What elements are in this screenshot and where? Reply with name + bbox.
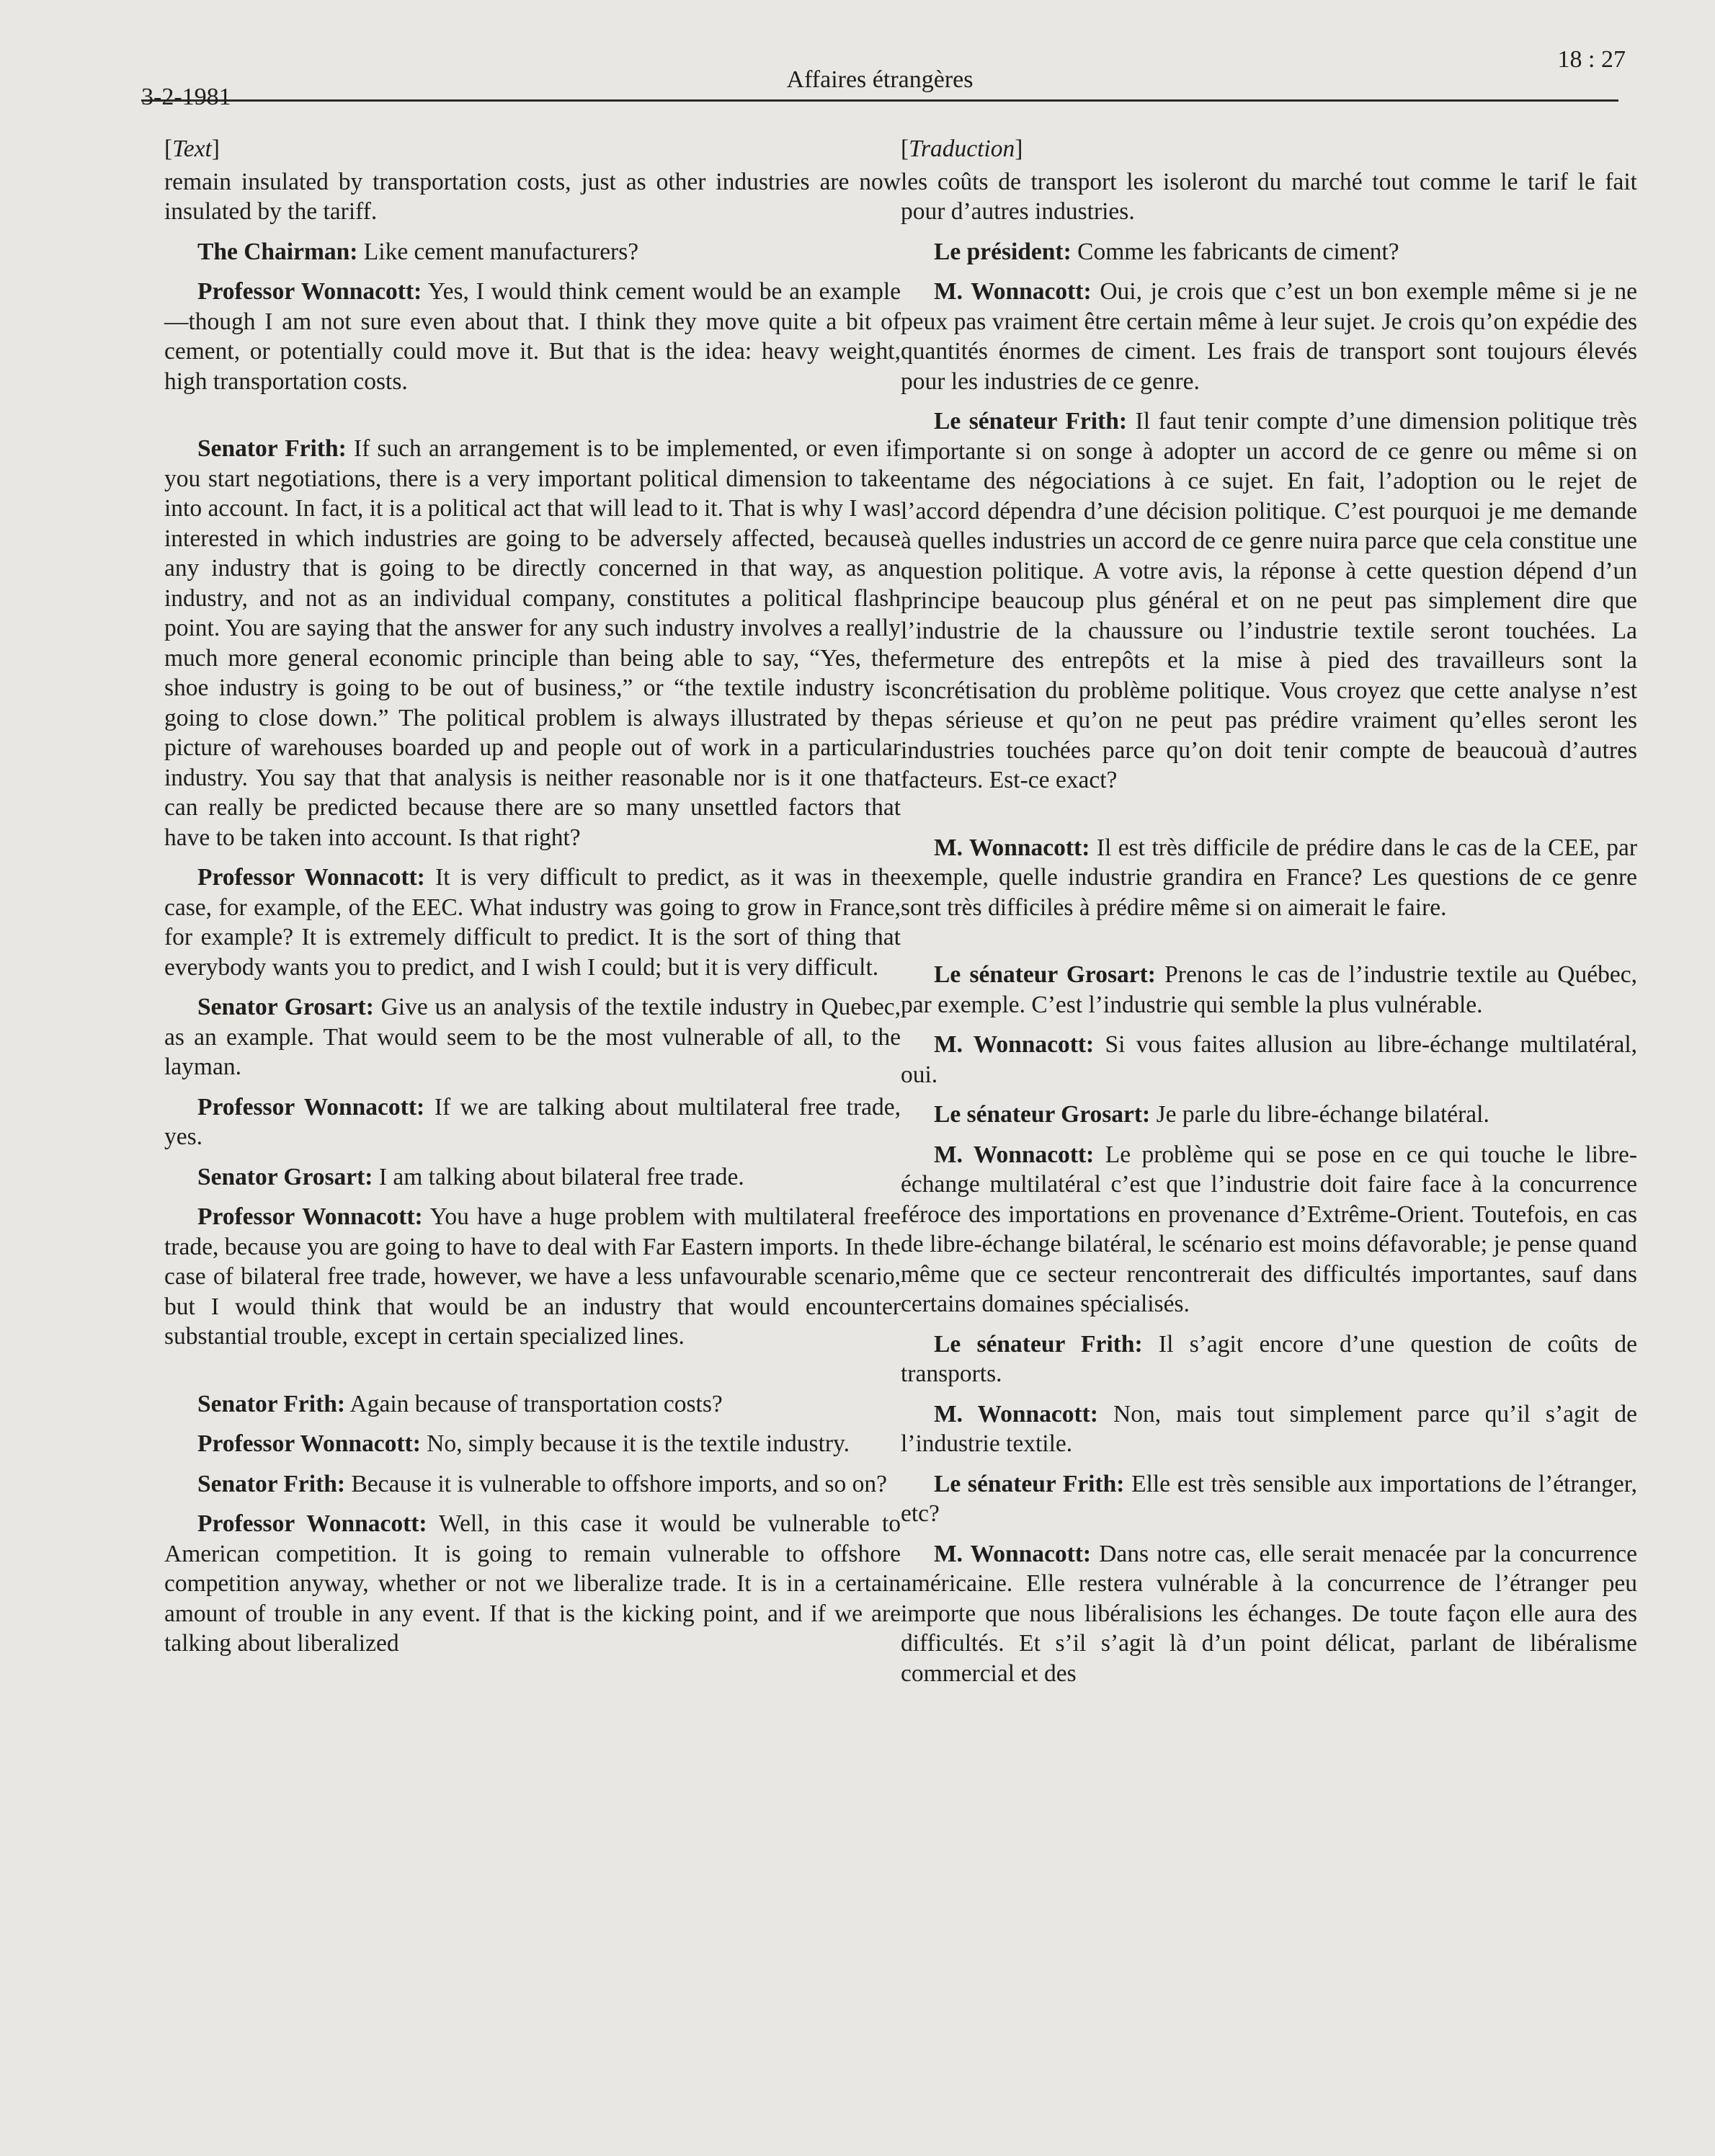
paragraph-text: If such an arrangement is to be implemented, or even if you start negotiations, there is a very important political dimension to take into account. In fact, it is a political act that will lead to it. That is why I was interested in which industries are going to be adversely affected, because any industry that is going to be directly concerned in that way, as an industry, and not as an individual company, constitutes a political flash point. You are saying that the answer for any such industry involves a really much more general economic principle than being able to say, “Yes, the shoe industry is going to be out of business,” or “the textile industry is going to close down.” The political problem is always illustrated by the picture of warehouses boarded up and people out of work in a particular industry. You say that that analysis is neither reasonable nor is it one that can really be predicted because there are so many unsettled factors that have to be taken into account. Is that right? [164, 435, 901, 851]
paragraph-text: You have a huge problem with multilateral free trade, because you are going to have to deal with Far Eastern imports. In the case of bilateral free trade, however, we have a less unfavourable scenario, but I would think that would be an industry that would encounter substantial trouble, except in certain specialized lines. [164, 1203, 901, 1350]
speaker-name: Professor Wonnacott: [197, 1093, 425, 1121]
paragraph-text: Dans notre cas, elle serait menacée par la concurrence américaine. Elle restera vulnérable à la concurrence de l’étranger peu importe que nous libéralisions les échanges. De toute façon elle aura des difficultés. Et s’il s’agit là d’un point délicat, parlant de libéralisme commercial et des [901, 1540, 1637, 1687]
paragraph [164, 434, 901, 852]
speaker-name: Professor Wonnacott: [197, 1510, 427, 1537]
paragraph-text: Again because of transportation costs? [345, 1390, 723, 1417]
header-page-number: 18 : 27 [1557, 46, 1626, 73]
paragraph-text: Il s’agit encore d’une question de coûts de transports. [901, 1330, 1637, 1387]
speaker-name: M. Wonnacott: [934, 278, 1092, 305]
paragraph-text: Il faut tenir compte d’une dimension politique très importante si on songe à adopter un accord de ce genre ou même si on entame des négociations à ce sujet. En fait, l’adoption ou le rejet de l’accord dépendra d’une décision politique. C’est pourquoi je me demande à quelles industries un accord de ce genre nuira parce que cela constitue une question politique. A votre avis, la réponse à cette question dépend d’un principe beaucoup plus général et on ne peut pas simplement dire que l’industrie de la chaussure ou l’industrie textile seront touchées. La fermeture des entrepôts et la mise à pied des travailleurs sont la concrétisation du problème politique. Vous croyez que cette analyse n’est pas sérieuse et qu’on ne peut pas prédire vraiment qu’elles seront les industries touchées parce qu’on doit tenir compte de beaucouà d’autres facteurs. Est-ce exact? [901, 408, 1637, 793]
speaker-name: Le sénateur Grosart: [934, 1101, 1151, 1128]
header-date: 3-2-1981 [141, 84, 231, 110]
paragraph-text: Prenons le cas de l’industrie textile au Québec, par exemple. C’est l’industrie qui semble la plus vulnérable. [901, 961, 1637, 1018]
speaker-name: M. Wonnacott: [934, 1400, 1098, 1427]
paragraph [901, 277, 1637, 396]
paragraph-text: les coûts de transport les isoleront du marché tout comme le tarif le fait pour d’autres industries. [901, 168, 1637, 225]
speaker-name: Le sénateur Grosart: [934, 961, 1156, 988]
paragraph [164, 1389, 901, 1420]
paragraph-text: It is very difficult to predict, as it was in the case, for example, of the EEC. What industry was going to grow in France, for example? It is extremely difficult to predict. It is the sort of thing that everybody wants you to predict, and I wish I could; but it is very difficult. [164, 864, 901, 981]
paragraph-text: Like cement manufacturers? [357, 238, 639, 265]
paragraph-text: Si vous faites allusion au libre-échange multilatéral, oui. [901, 1031, 1638, 1088]
paragraph-text: Je parle du libre-échange bilatéral. [1150, 1101, 1489, 1128]
paragraph [901, 1140, 1637, 1319]
speaker-name: Senator Grosart: [197, 1163, 373, 1190]
speaker-name: Professor Wonnacott: [197, 1203, 423, 1230]
paragraph [901, 1399, 1637, 1459]
paragraph-text: Comme les fabricants de ciment? [1071, 238, 1399, 265]
paragraph-text: Yes, I would think cement would be an example—though I am not sure even about that. I think they move quite a bit of cement, or potentially could move it. But that is the idea: heavy weight, high transportation costs. [164, 278, 901, 395]
speaker-name: Senator Frith: [197, 1390, 346, 1417]
paragraph-text: Well, in this case it would be vulnerable to American competition. It is going to remain vulnerable to offshore competition anyway, whether or not we liberalize trade. It is in a certain amount of trouble in any event. If that is the kicking point, and if we are talking about liberalized [164, 1510, 901, 1657]
speaker-name: Le président: [934, 238, 1072, 265]
paragraph [164, 237, 901, 267]
speaker-name: Professor Wonnacott: [197, 1430, 421, 1457]
paragraph-text: Because it is vulnerable to offshore imports, and so on? [345, 1470, 888, 1497]
column-tag-label: Traduction [909, 135, 1015, 162]
speaker-name: Le sénateur Frith: [934, 408, 1128, 435]
paragraph [164, 1162, 901, 1193]
paragraph [901, 833, 1637, 923]
speaker-name: Senator Frith: [197, 435, 347, 462]
header-title: Affaires étrangères [786, 66, 974, 93]
paragraph [901, 960, 1637, 1020]
speaker-name: M. Wonnacott: [934, 1540, 1092, 1567]
paragraph [164, 277, 901, 396]
paragraph [901, 167, 1637, 227]
paragraph [901, 406, 1637, 796]
paragraph [901, 1030, 1637, 1090]
french-column [901, 134, 1637, 1698]
column-tag: [Traduction] [901, 135, 1023, 162]
speaker-name: M. Wonnacott: [934, 1031, 1095, 1058]
paragraph [901, 1329, 1637, 1389]
paragraph [164, 1509, 901, 1659]
paragraph [901, 1539, 1637, 1689]
column-tag: [Text] [164, 135, 220, 162]
paragraph [901, 1469, 1637, 1529]
speaker-name: The Chairman: [197, 238, 358, 265]
paragraph [164, 1202, 901, 1352]
paragraph-text: Elle est très sensible aux importations de l’étranger, etc? [901, 1470, 1637, 1527]
paragraph-text: Non, mais tout simplement parce qu’il s’agit de l’industrie textile. [901, 1400, 1638, 1457]
speaker-name: Senator Frith: [197, 1470, 346, 1497]
paragraph-text: Il est très difficile de prédire dans le cas de la CEE, par exemple, quelle industrie grandira en France? Les questions de ce genre sont très difficiles à prédire même si on aimerait le faire. [901, 834, 1637, 921]
paragraph-text: Give us an analysis of the textile industry in Quebec, as an example. That would seem to be the most vulnerable of all, to the layman. [164, 994, 901, 1080]
page-header [141, 46, 1626, 110]
paragraph [901, 237, 1637, 267]
speaker-name: Professor Wonnacott: [197, 278, 422, 305]
paragraph-text: Le problème qui se pose en ce qui touche le libre-échange multilatéral c’est que l’industrie doit faire face à la concurrence féroce des importations en provenance d’Extrême-Orient. Toutefois, en cas de libre-échange bilatéral, le scénario est moins défavorable; je pense quand même que ce secteur rencontrerait des difficultés importantes, sauf dans certains domaines spécialisés. [901, 1141, 1638, 1317]
speaker-name: Professor Wonnacott: [197, 864, 425, 891]
paragraph-text: If we are talking about multilateral free trade, yes. [164, 1093, 901, 1150]
paragraph [164, 1469, 901, 1500]
column-tag-label: Text [172, 135, 212, 162]
paragraph-text: I am talking about bilateral free trade. [373, 1163, 744, 1190]
paragraph-text: remain insulated by transportation costs, just as other industries are now insulated by the tariff. [164, 168, 901, 225]
speaker-name: M. Wonnacott: [934, 1141, 1095, 1168]
paragraph [901, 1100, 1637, 1130]
paragraph-text: Oui, je crois que c’est un bon exemple même si je ne peux pas vraiment être certain même à leur sujet. Je crois qu’on expédie des quantités énormes de ciment. Les frais de transport sont toujours élevés pour les industries de ce genre. [901, 278, 1637, 395]
paragraph [164, 167, 901, 227]
paragraph [164, 992, 901, 1082]
english-column [164, 134, 901, 1669]
paragraph [164, 1092, 901, 1152]
paragraph-text: No, simply because it is the textile industry. [420, 1430, 850, 1457]
paragraph [164, 1429, 901, 1459]
speaker-name: M. Wonnacott: [934, 834, 1090, 861]
paragraph [164, 863, 901, 982]
speaker-name: Le sénateur Frith: [934, 1330, 1143, 1358]
speaker-name: Senator Grosart: [197, 994, 374, 1020]
speaker-name: Le sénateur Frith: [934, 1470, 1125, 1497]
